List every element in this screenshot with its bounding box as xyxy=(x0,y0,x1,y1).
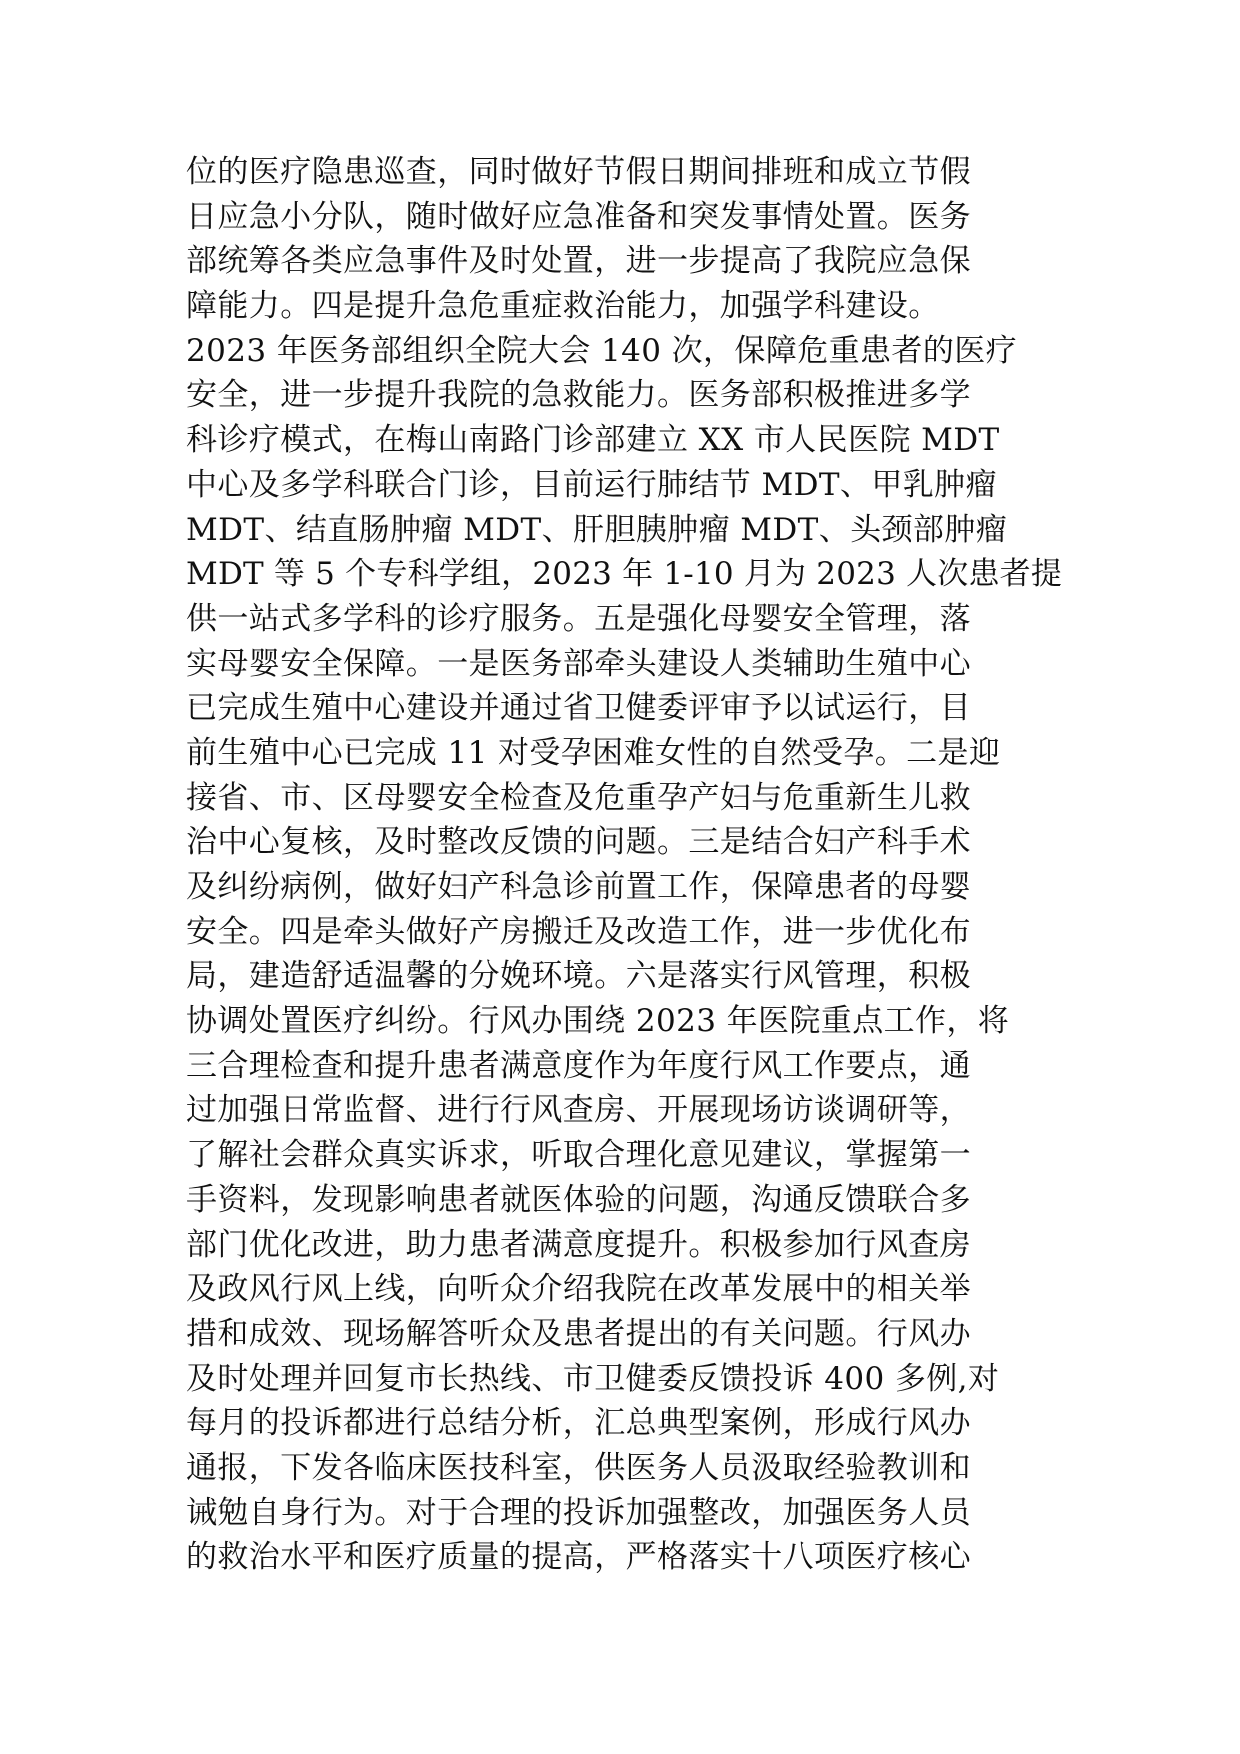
text-line: 及纠纷病例，做好妇产科急诊前置工作，保障患者的母婴 xyxy=(186,869,971,905)
body-text xyxy=(186,150,1066,1580)
text-line: 及时处理并回复市长热线、市卫健委反馈投诉 400 多例,对 xyxy=(186,1360,1000,1397)
text-line: 安全，进一步提升我院的急救能力。医务部积极推进多学 xyxy=(186,377,971,414)
text-line: 前生殖中心已完成 11 对受孕困难女性的自然受孕。二是迎 xyxy=(186,734,1001,771)
text-line: 协调处置医疗纠纷。行风办围绕 2023 年医院重点工作，将 xyxy=(186,1003,1010,1040)
text-line: 通报，下发各临床医技科室，供医务人员汲取经验教训和 xyxy=(186,1449,971,1486)
text-line: 供一站式多学科的诊疗服务。五是强化母婴安全管理，落 xyxy=(186,600,971,637)
text-line: 的救治水平和医疗质量的提高，严格落实十八项医疗核心 xyxy=(186,1539,971,1576)
text-line: 科诊疗模式，在梅山南路门诊部建立 XX 市人民医院 MDT xyxy=(186,422,1000,459)
text-line: 实母婴安全保障。一是医务部牵头建设人类辅助生殖中心 xyxy=(186,645,971,682)
text-line: MDT、结直肠肿瘤 MDT、肝胆胰肿瘤 MDT、头颈部肿瘤 xyxy=(186,511,1008,548)
text-line: 已完成生殖中心建设并通过省卫健委评审予以试运行，目 xyxy=(186,690,971,727)
text-line: 治中心复核，及时整改反馈的问题。三是结合妇产科手术 xyxy=(186,824,971,861)
text-line: 部门优化改进，助力患者满意度提升。积极参加行风查房 xyxy=(186,1226,971,1263)
text-line: 日应急小分队，随时做好应急准备和突发事情处置。医务 xyxy=(186,198,971,235)
text-line: 及政风行风上线，向听众介绍我院在改革发展中的相关举 xyxy=(186,1271,971,1308)
text-line: 三合理检查和提升患者满意度作为年度行风工作要点，通 xyxy=(186,1047,971,1084)
text-line: 每月的投诉都进行总结分析，汇总典型案例，形成行风办 xyxy=(186,1405,971,1442)
text-line: 安全。四是牵头做好产房搬迁及改造工作，进一步优化布 xyxy=(186,913,971,950)
text-line: 手资料，发现影响患者就医体验的问题，沟通反馈联合多 xyxy=(186,1181,971,1218)
text-line: 措和成效、现场解答听众及患者提出的有关问题。行风办 xyxy=(186,1315,971,1352)
text-line: MDT 等 5 个专科学组，2023 年 1-10 月为 2023 人次患者提 xyxy=(186,556,1063,593)
text-line: 过加强日常监督、进行行风查房、开展现场访谈调研等， xyxy=(186,1092,971,1129)
text-line: 障能力。四是提升急危重症救治能力，加强学科建设。 xyxy=(186,288,940,325)
text-line: 局，建造舒适温馨的分娩环境。六是落实行风管理，积极 xyxy=(186,958,971,995)
text-line: 中心及多学科联合门诊，目前运行肺结节 MDT、甲乳肿瘤 xyxy=(186,466,997,503)
text-line: 位的医疗隐患巡查，同时做好节假日期间排班和成立节假 xyxy=(186,154,971,190)
text-line: 2023 年医务部组织全院大会 140 次，保障危重患者的医疗 xyxy=(186,332,1018,369)
text-line: 接省、市、区母婴安全检查及危重孕产妇与危重新生儿救 xyxy=(186,779,971,816)
text-line: 了解社会群众真实诉求，听取合理化意见建议，掌握第一 xyxy=(186,1137,971,1174)
text-line: 诫勉自身行为。对于合理的投诉加强整改，加强医务人员 xyxy=(186,1494,971,1531)
text-line: 部统筹各类应急事件及时处置，进一步提高了我院应急保 xyxy=(186,243,971,280)
